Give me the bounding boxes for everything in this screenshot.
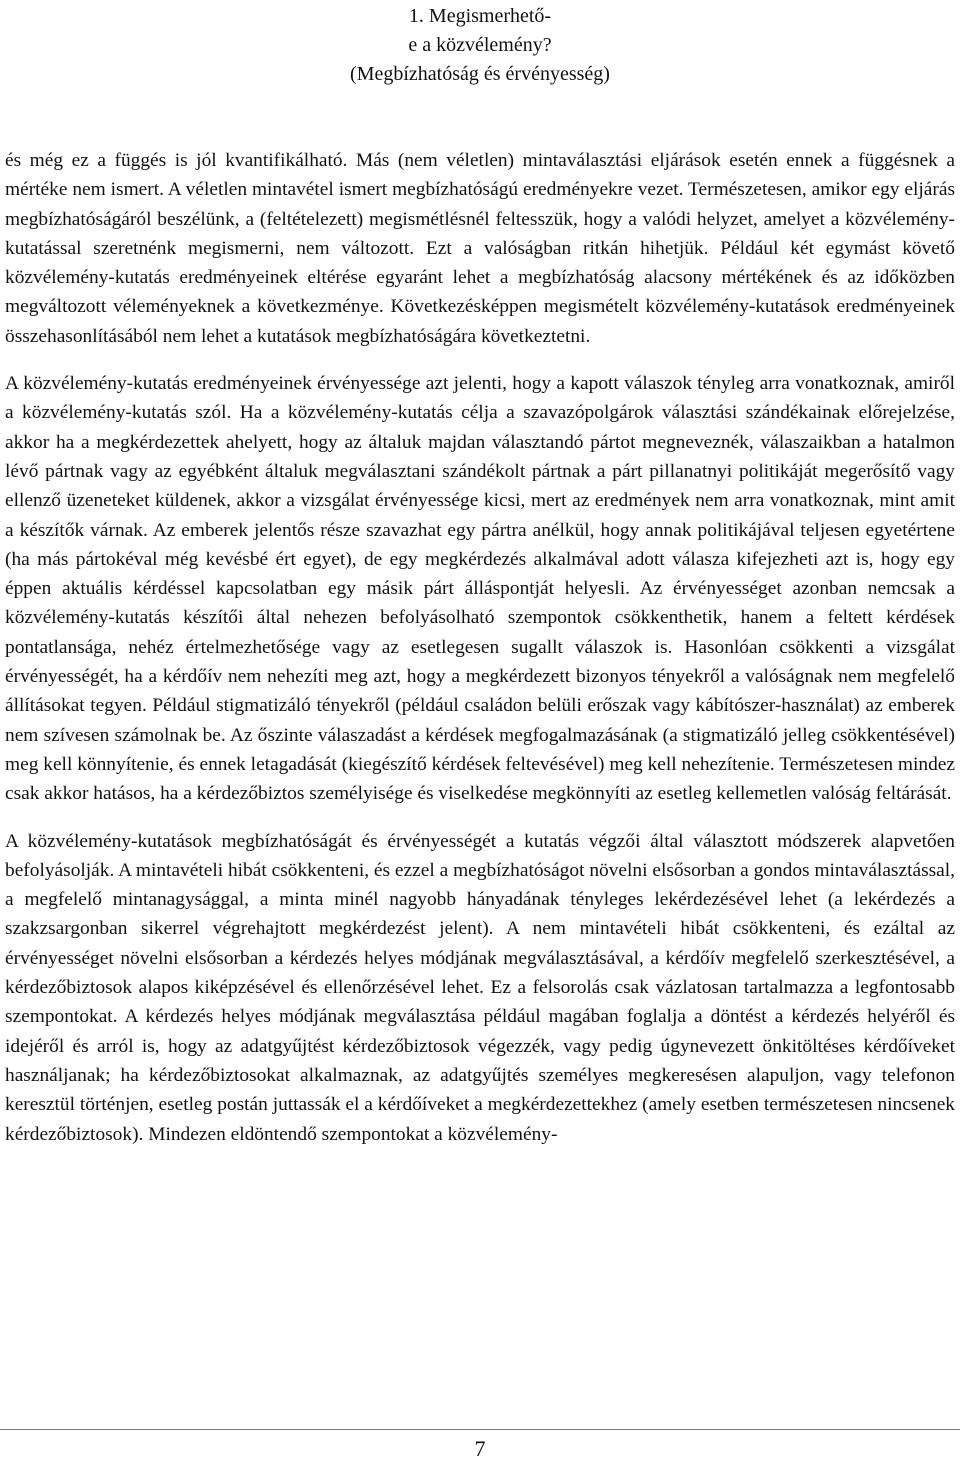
- paragraph-reliability: és még ez a függés is jól kvantifikálható. Más (nem véletlen) mintaválasztási eljárások esetén ennek a függésnek a mértéke nem ismert. A véletlen mintavétel ismert megbízhatóságú eredményekre vezet. Természetesen, amikor egy eljárás megbízhatóságáról beszélünk, a (feltételezett) megismétlésnél feltesszük, hogy a valódi helyzet, amelyet a közvélemény-kutatással szeretnénk megismerni, nem változott. Ezt a valóságban ritkán hihetjük. Például két egymást követő közvélemény-kutatás eredményeinek eltérése egyaránt lehet a megbízhatóság alacsony mértékének és az időközben megváltozott véleményeknek a következménye. Következésképpen megismételt közvélemény-kutatások eredményeinek összehasonlításából nem lehet a kutatások megbízhatóságára következtetni.: [5, 150, 955, 347]
- page-body: [5, 146, 955, 1167]
- running-header-line-3: (Megbízhatóság és érvényesség): [350, 63, 610, 85]
- paragraph-validity: A közvélemény-kutatás eredményeinek érvényessége azt jelenti, hogy a kapott válaszok tényleg arra vonatkoznak, amiről a közvélemény-kutatás szól. Ha a közvélemény-kutatás célja a szavazópolgárok választási szándékainak előrejelzése, akkor ha a megkérdezettek ahelyett, hogy az általuk majdan választandó pártot megneveznék, válaszaikban a hatalmon lévő pártnak vagy az egyébként általuk megválasztani szándékolt pártnak a párt pillanatnyi politikáját megerősítő vagy ellenző üzeneteket küldenek, akkor a vizsgálat érvényessége kicsi, mert az eredmények nem arra vonatkoznak, mint amit a készítők várnak. Az emberek jelentős része szavazhat egy pártra anélkül, hogy annak politikájával teljesen egyetértene (ha más pártokéval még kevésbé ért egyet), de egy megkérdezés alkalmával adott válasza kifejezheti azt is, hogy egy éppen aktuális kérdéssel kapcsolatban egy másik párt álláspontját helyesli. Az érvényességet azonban nemcsak a közvélemény-kutatás készítői által nehezen befolyásolható szempontok csökkenthetik, hanem a feltett kérdések pontatlansága, nehéz értelmezhetősége vagy az esetlegesen sugallt válaszok is. Hasonlóan csökkenti a vizsgálat érvényességét, ha a kérdőív nem nehezíti meg azt, hogy a megkérdezett bizonyos tényekről a valóságnak nem megfelelő állításokat tegyen. Például stigmatizáló tényekről (például családon belüli erőszak vagy kábítószer-használat) az emberek nem szívesen számolnak be. Az őszinte válaszadást a kérdések megfogalmazásának (a stigmatizáló jelleg csökkentésével) meg kell könnyítenie, és ennek letagadását (kiegészítő kérdések feltevésével) meg kell nehezítenie. Természetesen mindez csak akkor hatásos, ha a kérdezőbiztos személyisége és viselkedése megkönnyíti az esetleg kellemetlen valóság feltárását.: [5, 373, 955, 805]
- page-number: 7: [474, 1436, 486, 1461]
- paragraph-methods: A közvélemény-kutatások megbízhatóságát és érvényességét a kutatás végzői által választott módszerek alapvetően befolyásolják. A mintavételi hibát csökkenteni, és ezzel a megbízhatóságot növelni elsősorban a gondos mintaválasztással, a megfelelő mintanagysággal, a minta minél nagyobb hányadának tényleges lekérdezésével lehet (a lekérdezés a szakzsargonban sikerrel végrehajtott megkérdezést jelent). A nem mintavételi hibát csökkenteni, és ezáltal az érvényességet növelni elsősorban a kérdezés helyes módjának megválasztásával, a kérdőív megfelelő szerkesztésével, a kérdezőbiztosok alapos kiképzésével és ellenőrzésével lehet. Ez a felsorolás csak vázlatosan tartalmazza a legfontosabb szempontokat. A kérdezés helyes módjának megválasztása például magában foglalja a döntést a kérdezés helyéről és idejéről és arról is, hogy az adatgyűjtést kérdezőbiztosok végezzék, vagy pedig úgynevezett önkitöltéses kérdőíveket használjanak; ha kérdezőbiztosokat alkalmaznak, az adatgyűjtés személyes megkeresésen alapuljon, vagy telefonon keresztül történjen, esetleg postán juttassák el a kérdőíveket a megkérdezettekhez (amely esetben természetesen nincsenek kérdezőbiztosok). Mindezen eldöntendő szempontokat a közvélemény-: [5, 830, 955, 1145]
- footer-divider: [0, 1429, 960, 1430]
- running-header: [0, 2, 960, 89]
- running-header-line-1: 1. Megismerhető-: [408, 5, 552, 27]
- running-header-line-2: e a közvélemény?: [408, 34, 552, 56]
